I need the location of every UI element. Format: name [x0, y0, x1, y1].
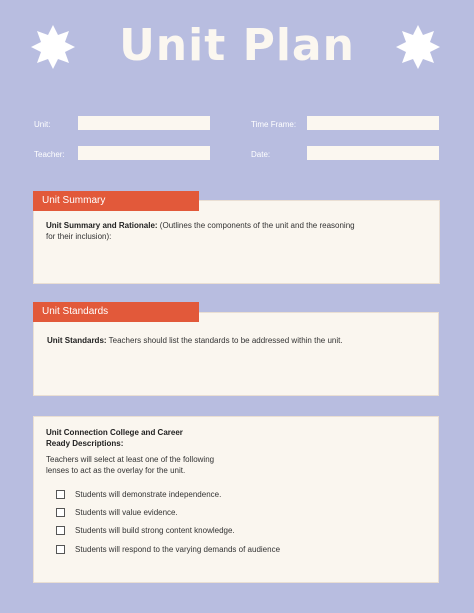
- date-input[interactable]: [307, 146, 439, 160]
- checkbox-label: Students will respond to the varying demands of audience: [75, 545, 281, 554]
- checkbox-independence[interactable]: [56, 490, 65, 499]
- date-label: Date:: [251, 150, 271, 159]
- unit-label: Unit:: [34, 120, 51, 129]
- unit-standards-text: Unit Standards: Teachers should list the standards to be addressed within the unit.: [47, 336, 343, 345]
- teacher-input[interactable]: [78, 146, 210, 160]
- page-title: Unit Plan: [119, 20, 355, 71]
- time-frame-input[interactable]: [307, 116, 439, 130]
- checkbox-label: Students will build strong content knowledge.: [75, 526, 235, 535]
- unit-standards-header: Unit Standards: [33, 302, 199, 322]
- connection-heading: Unit Connection College and Career Ready Descriptions:: [46, 428, 183, 448]
- checkbox-label: Students will value evidence.: [75, 508, 178, 517]
- checkbox-audience[interactable]: [56, 545, 65, 554]
- checkbox-knowledge[interactable]: [56, 526, 65, 535]
- unit-input[interactable]: [78, 116, 210, 130]
- unit-standards-card[interactable]: [33, 312, 439, 396]
- checkbox-evidence[interactable]: [56, 508, 65, 517]
- time-frame-label: Time Frame:: [251, 120, 297, 129]
- connection-intro: Teachers will select at least one of the following lenses to act as the overlay for the unit.: [46, 455, 215, 475]
- unit-connection-card: [33, 416, 439, 583]
- unit-summary-text: Unit Summary and Rationale: (Outlines the components of the unit and the reasoning for their inclusion):: [46, 221, 355, 241]
- teacher-label: Teacher:: [34, 150, 65, 159]
- unit-summary-header: Unit Summary: [33, 191, 199, 211]
- unit-summary-card[interactable]: [33, 200, 440, 284]
- checkbox-label: Students will demonstrate independence.: [75, 490, 222, 499]
